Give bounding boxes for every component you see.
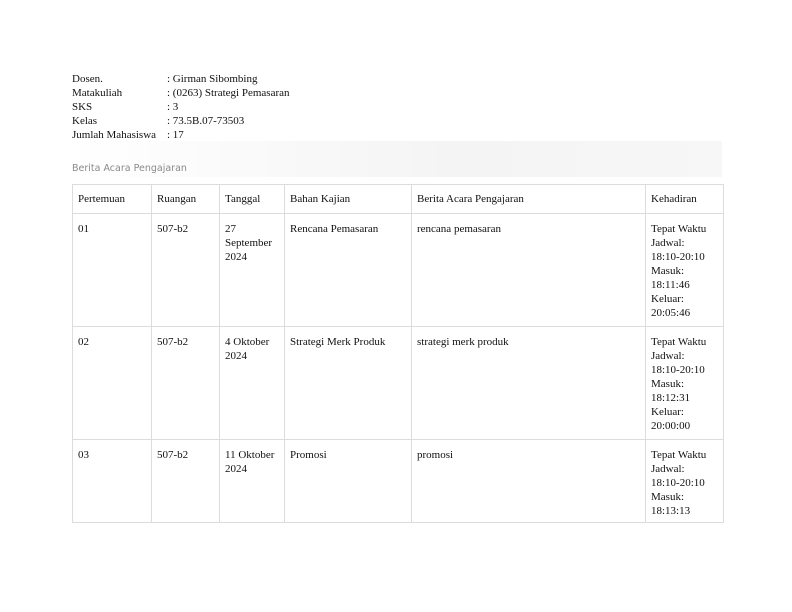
- column-header-ruangan: Ruangan: [152, 185, 220, 214]
- kehadiran-masuk-label: Masuk:: [651, 378, 684, 390]
- cell-berita-acara: rencana pemasaran: [412, 214, 646, 327]
- table-row: [73, 214, 724, 327]
- column-header-bahan-kajian: Bahan Kajian: [285, 185, 412, 214]
- cell-bahan-kajian: Strategi Merk Produk: [285, 327, 412, 440]
- info-value: : (0263) Strategi Pemasaran: [167, 87, 290, 99]
- kehadiran-keluar-label: Keluar:: [651, 293, 684, 305]
- berita-acara-table: [72, 184, 724, 523]
- section-title: Berita Acara Pengajaran: [72, 163, 187, 174]
- kehadiran-status: Tepat Waktu: [651, 336, 707, 348]
- info-value: : 17: [167, 129, 184, 141]
- kehadiran-masuk-value: 18:12:31: [651, 392, 691, 404]
- cell-bahan-kajian: Rencana Pemasaran: [285, 214, 412, 327]
- cell-pertemuan: 01: [73, 214, 152, 327]
- kehadiran-jadwal-label: Jadwal:: [651, 463, 685, 475]
- info-value: : 73.5B.07-73503: [167, 115, 245, 127]
- cell-bahan-kajian: Promosi: [285, 440, 412, 523]
- cell-ruangan: 507-b2: [152, 214, 220, 327]
- info-row-matakuliah: [72, 86, 290, 100]
- info-row-kelas: [72, 114, 290, 128]
- kehadiran-masuk-label: Masuk:: [651, 491, 684, 503]
- cell-pertemuan: 02: [73, 327, 152, 440]
- kehadiran-keluar-label: Keluar:: [651, 406, 684, 418]
- cell-pertemuan: 03: [73, 440, 152, 523]
- info-value: : Girman Sibombing: [167, 73, 258, 85]
- cell-kehadiran: [646, 327, 724, 440]
- cell-berita-acara: strategi merk produk: [412, 327, 646, 440]
- cell-ruangan: 507-b2: [152, 440, 220, 523]
- cell-tanggal: 27 September 2024: [220, 214, 285, 327]
- column-header-berita-acara: Berita Acara Pengajaran: [412, 185, 646, 214]
- cell-tanggal: 4 Oktober 2024: [220, 327, 285, 440]
- kehadiran-jadwal-value: 18:10-20:10: [651, 477, 705, 489]
- column-header-kehadiran: Kehadiran: [646, 185, 724, 214]
- kehadiran-keluar-value: 20:00:00: [651, 420, 691, 432]
- table-row: [73, 440, 724, 523]
- kehadiran-jadwal-value: 18:10-20:10: [651, 364, 705, 376]
- kehadiran-masuk-value: 18:11:46: [651, 279, 690, 291]
- kehadiran-jadwal-label: Jadwal:: [651, 237, 685, 249]
- cell-kehadiran: [646, 214, 724, 327]
- info-label: Kelas: [72, 115, 98, 127]
- info-row-sks: [72, 100, 290, 114]
- course-info: [72, 72, 290, 142]
- kehadiran-jadwal-value: 18:10-20:10: [651, 251, 705, 263]
- cell-kehadiran: [646, 440, 724, 523]
- column-header-pertemuan: Pertemuan: [73, 185, 152, 214]
- info-label: Dosen.: [72, 73, 103, 85]
- kehadiran-status: Tepat Waktu: [651, 449, 707, 461]
- cell-tanggal: 11 Oktober 2024: [220, 440, 285, 523]
- kehadiran-masuk-label: Masuk:: [651, 265, 684, 277]
- cell-ruangan: 507-b2: [152, 327, 220, 440]
- cell-berita-acara: promosi: [412, 440, 646, 523]
- info-label: Matakuliah: [72, 87, 123, 99]
- info-label: Jumlah Mahasiswa: [72, 129, 157, 141]
- table-row: [73, 327, 724, 440]
- info-label: SKS: [72, 101, 93, 113]
- kehadiran-masuk-value: 18:13:13: [651, 505, 691, 517]
- column-header-tanggal: Tanggal: [220, 185, 285, 214]
- info-value: : 3: [167, 101, 179, 113]
- table-header-row: [73, 185, 724, 214]
- info-row-jumlah-mahasiswa: [72, 128, 290, 142]
- kehadiran-jadwal-label: Jadwal:: [651, 350, 685, 362]
- info-row-dosen: [72, 72, 290, 86]
- kehadiran-keluar-value: 20:05:46: [651, 307, 691, 319]
- kehadiran-status: Tepat Waktu: [651, 223, 707, 235]
